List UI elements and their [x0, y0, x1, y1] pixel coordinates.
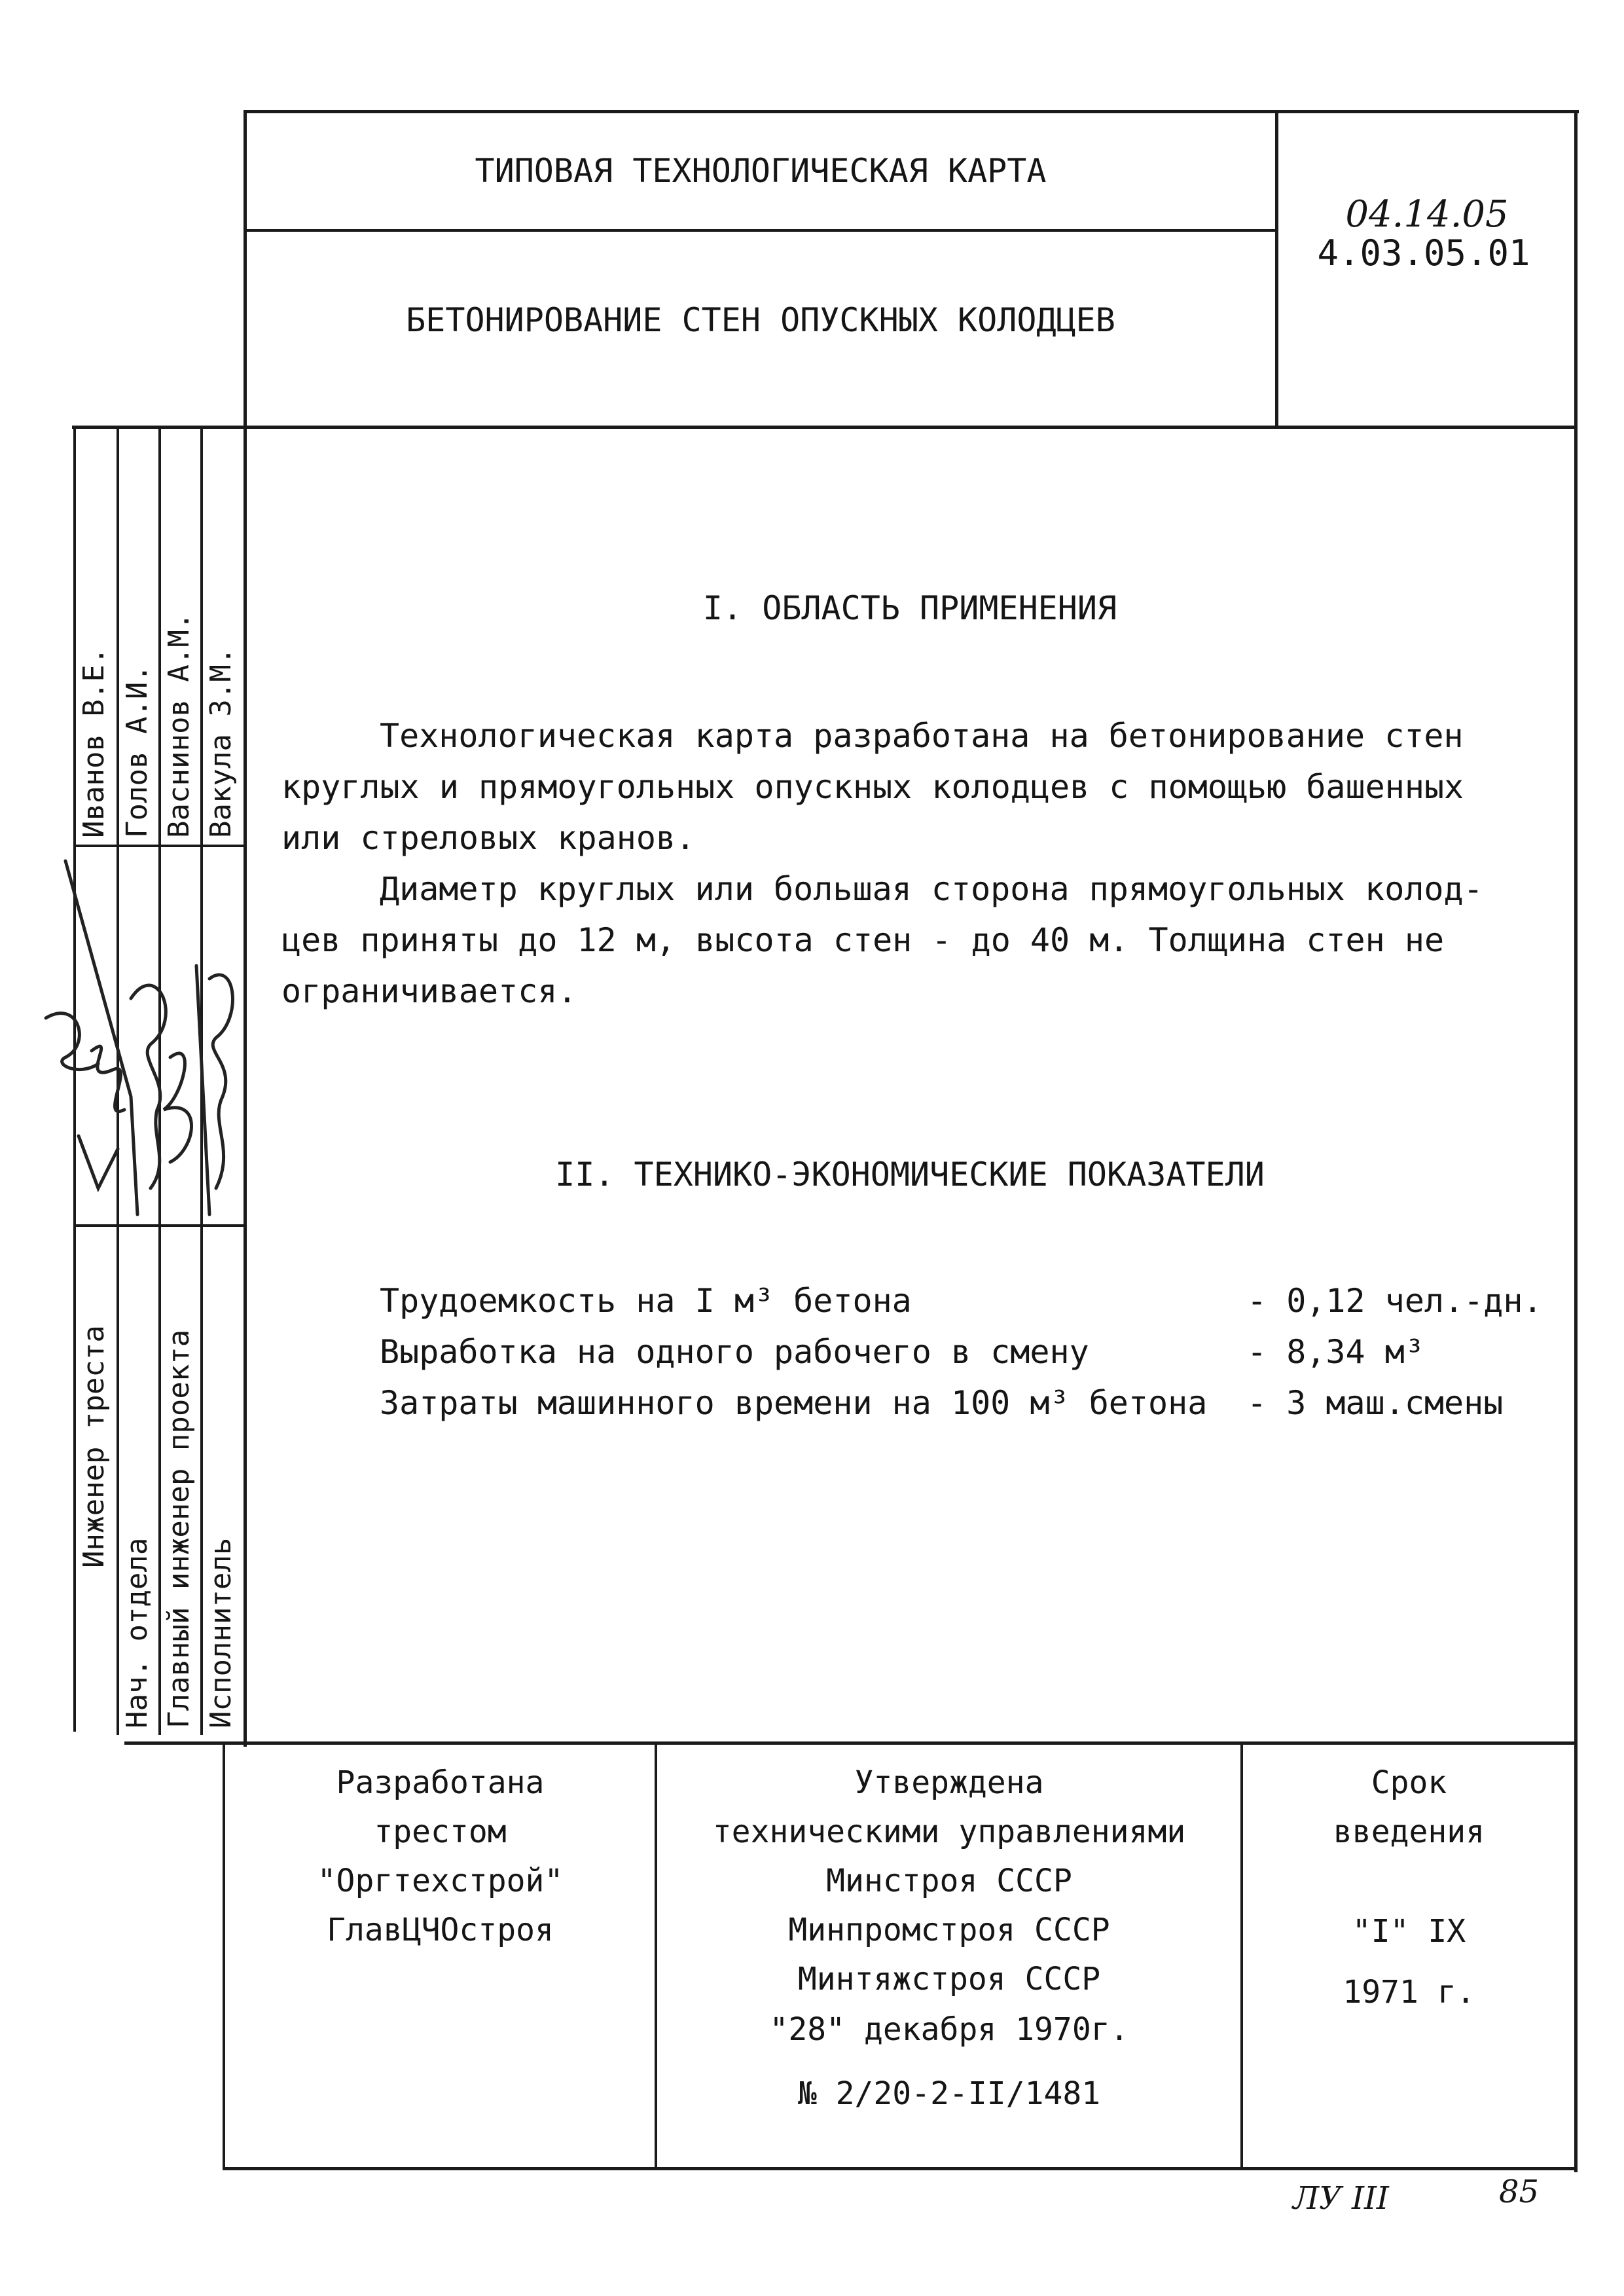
- side-position-2: Нач. отдела: [120, 1537, 154, 1728]
- section1-paragraph1-line3: или стреловых кранов.: [281, 819, 696, 857]
- section1-paragraph2-line1: Диаметр круглых или большая сторона прямоугольных колод-: [380, 870, 1483, 908]
- term-date: "I" IX: [1352, 1913, 1466, 1950]
- indicator-label-1: Трудоемкость на I м³ бетона: [380, 1282, 912, 1320]
- footer-divider-2: [1240, 1741, 1243, 2168]
- approved-line-2: техническими управлениями: [712, 1813, 1186, 1850]
- side-name-4: Вакула З.М.: [204, 647, 238, 838]
- indicator-value-2: - 8,34 м³: [1247, 1333, 1424, 1371]
- side-name-2: Голов А.И.: [120, 665, 154, 838]
- approved-line-4: Минпромстроя СССР: [788, 1912, 1110, 1948]
- side-separator-2: [73, 1224, 245, 1227]
- indicator-value-1: - 0,12 чел.-дн.: [1247, 1282, 1543, 1320]
- approved-date: "28" декабря 1970г.: [769, 2011, 1129, 2048]
- approved-number: № 2/20-2-II/1481: [797, 2075, 1101, 2112]
- approved-line-3: Минстроя СССР: [826, 1863, 1072, 1899]
- term-year: 1971 г.: [1343, 1974, 1475, 2011]
- section1-heading: I. ОБЛАСТЬ ПРИМЕНЕНИЯ: [702, 589, 1117, 627]
- approved-line-5: Минтяжстроя СССР: [797, 1961, 1101, 1997]
- section1-paragraph1-line1: Технологическая карта разработана на бетонирование стен: [380, 717, 1464, 755]
- handwritten-code: 04.14.05: [1345, 193, 1509, 236]
- signatures-image: [39, 848, 255, 1224]
- section2-heading: II. ТЕХНИКО-ЭКОНОМИЧЕСКИЕ ПОКАЗАТЕЛИ: [555, 1156, 1265, 1194]
- section1-paragraph2-line3: ограничивается.: [281, 972, 577, 1010]
- developed-line-3: "Оргтехстрой": [317, 1863, 564, 1899]
- section1-paragraph2-line2: цев приняты до 12 м, высота стен - до 40 м. Толщина стен не: [281, 921, 1445, 959]
- page-mark-left: ЛУ III: [1293, 2180, 1389, 2217]
- side-name-3: Васнинов А.М.: [162, 612, 196, 838]
- document-subtitle: БЕТОНИРОВАНИЕ СТЕН ОПУСКНЫХ КОЛОДЦЕВ: [406, 301, 1115, 339]
- term-line-2: введения: [1333, 1813, 1485, 1850]
- frame-top-line: [244, 110, 1579, 113]
- page-mark-right: 85: [1499, 2174, 1540, 2210]
- frame-right-line: [1574, 110, 1578, 2172]
- developed-line-1: Разработана: [336, 1764, 545, 1801]
- document-title: ТИПОВАЯ ТЕХНОЛОГИЧЕСКАЯ КАРТА: [475, 152, 1047, 190]
- side-name-1: Иванов В.Е.: [77, 647, 111, 838]
- document-code: 4.03.05.01: [1317, 232, 1530, 274]
- indicator-label-2: Выработка на одного рабочего в смену: [380, 1333, 1089, 1371]
- developed-line-2: трестом: [374, 1813, 507, 1850]
- side-position-1: Инженер треста: [77, 1325, 111, 1568]
- side-position-4: Исполнитель: [204, 1537, 238, 1728]
- indicator-label-3: Затраты машинного времени на 100 м³ бетона: [380, 1384, 1208, 1422]
- side-position-3: Главный инженер проекта: [162, 1329, 196, 1728]
- developed-line-4: ГлавЦЧОстроя: [327, 1912, 554, 1948]
- footer-left-line: [223, 1741, 225, 2168]
- header-bottom-line: [72, 426, 1578, 429]
- side-separator-1: [73, 845, 245, 847]
- footer-divider-1: [655, 1741, 657, 2168]
- indicator-value-3: - 3 маш.смены: [1247, 1384, 1504, 1422]
- term-line-1: Срок: [1371, 1764, 1447, 1801]
- header-divider-line: [244, 229, 1278, 232]
- approved-line-1: Утверждена: [854, 1764, 1044, 1801]
- footer-bottom-line: [223, 2167, 1578, 2170]
- footer-top-line: [124, 1741, 1578, 1745]
- section1-paragraph1-line2: круглых и прямоугольных опускных колодцев с помощью башенных: [281, 768, 1464, 806]
